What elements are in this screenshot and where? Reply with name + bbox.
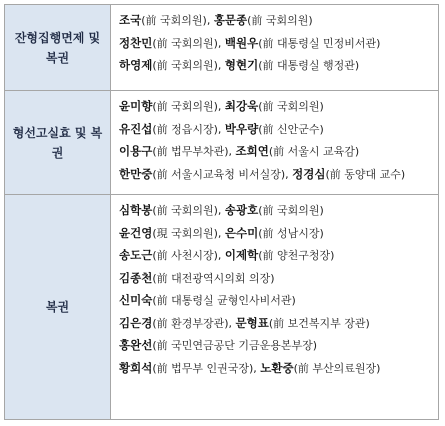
name-line: [119, 222, 438, 245]
separator: ,: [206, 14, 214, 27]
person-name: 황희석: [119, 360, 153, 375]
person-name: 이제학: [224, 248, 259, 262]
name-line: [119, 357, 438, 380]
person-role: (前 신안군수): [258, 122, 324, 136]
name-line: [119, 140, 438, 163]
separator: ,: [217, 100, 225, 113]
name-line: [119, 289, 438, 312]
person-name: 노환중: [260, 360, 294, 375]
separator: ,: [217, 59, 225, 72]
person-name: 윤건영: [119, 225, 153, 240]
person-name: 조희연: [235, 144, 269, 158]
table-row: [5, 91, 439, 195]
separator: ,: [228, 145, 236, 158]
separator: ,: [217, 122, 225, 136]
person-role: (現 국회의원): [152, 226, 218, 240]
person-role: (前 사천시장): [152, 249, 218, 262]
person-role: (前 국민연금공단 기금운용본부장): [152, 339, 318, 352]
person-name: 신미숙: [119, 293, 153, 307]
person-name: 박우량: [224, 121, 259, 136]
pardon-list-table: [4, 4, 439, 420]
names-cell: [111, 195, 439, 420]
name-line: [119, 244, 438, 267]
name-line: [119, 199, 438, 222]
person-name: 조국: [119, 13, 142, 27]
name-line: [119, 334, 438, 357]
person-role: (前 대통령실 균형인사비서관): [152, 294, 296, 307]
name-line: [119, 54, 438, 77]
name-line: [119, 118, 438, 141]
person-role: (前 국회의원): [247, 14, 313, 27]
person-role: (前 부산의료원장): [293, 361, 381, 375]
person-name: 송도근: [119, 248, 153, 262]
person-name: 홍완선: [119, 338, 153, 352]
person-role: (前 국회의원): [258, 204, 324, 217]
person-role: (前 양천구청장): [258, 249, 335, 262]
person-name: 형현기: [224, 58, 259, 72]
person-role: (前 법무부 인권국장): [152, 361, 254, 375]
person-name: 정경심: [292, 166, 326, 181]
table-row: [5, 195, 439, 420]
person-role: (前 국회의원): [152, 204, 218, 217]
name-line: [119, 163, 438, 186]
name-line: [119, 9, 438, 32]
names-cell: [111, 91, 439, 195]
person-role: (前 국회의원): [152, 100, 218, 113]
person-role: (前 국회의원): [141, 14, 207, 27]
person-name: 홍문종: [213, 13, 248, 27]
person-name: 은수미: [224, 225, 259, 240]
person-name: 한만중: [119, 166, 153, 181]
person-name: 최강욱: [224, 99, 259, 113]
separator: ,: [217, 36, 225, 50]
person-role: (前 법무부차관): [152, 145, 229, 158]
person-name: 유진섭: [119, 121, 153, 136]
names-cell: [111, 5, 439, 91]
person-name: 심학봉: [119, 203, 153, 217]
person-name: 윤미향: [119, 99, 153, 113]
person-name: 김은경: [119, 315, 153, 330]
person-role: (前 대통령실 민정비서관): [258, 36, 381, 50]
category-cell: [5, 195, 111, 420]
person-name: 하영제: [119, 58, 153, 72]
name-line: [119, 32, 438, 55]
person-role: (前 국회의원): [152, 59, 218, 72]
separator: ,: [217, 249, 225, 262]
table-row: [5, 5, 439, 91]
separator: ,: [217, 226, 225, 240]
separator: ,: [228, 316, 236, 330]
person-role: (前 서울시 교육감): [268, 145, 360, 158]
name-line: [119, 267, 438, 290]
category-label: 잔형집행면제 및 복권: [14, 30, 101, 65]
person-role: (前 환경부장관): [152, 316, 229, 330]
person-role: (前 대통령실 행정관): [258, 59, 360, 72]
person-name: 문형표: [235, 315, 269, 330]
name-line: [119, 95, 438, 118]
person-name: 정찬민: [119, 35, 153, 50]
person-role: (前 대전광역시의회 의장): [152, 271, 275, 285]
person-role: (前 동양대 교수): [325, 167, 406, 181]
separator: ,: [285, 167, 293, 181]
category-label: 형선고실효 및 복권: [12, 125, 103, 160]
category-cell: [5, 91, 111, 195]
person-role: (前 성남시장): [258, 226, 324, 240]
person-role: (前 정읍시장): [152, 122, 218, 136]
person-role: (前 보건복지부 장관): [268, 316, 370, 330]
person-name: 백원우: [224, 35, 259, 50]
category-label: 복권: [45, 300, 70, 314]
person-role: (前 국회의원): [258, 100, 324, 113]
name-line: [119, 312, 438, 335]
person-name: 김종천: [119, 270, 153, 285]
separator: ,: [253, 361, 261, 375]
separator: ,: [217, 204, 225, 217]
person-role: (前 국회의원): [152, 36, 218, 50]
category-cell: [5, 5, 111, 91]
person-name: 이용구: [119, 144, 153, 158]
person-role: (前 서울시교육청 비서실장): [152, 167, 286, 181]
person-name: 송광호: [224, 203, 259, 217]
